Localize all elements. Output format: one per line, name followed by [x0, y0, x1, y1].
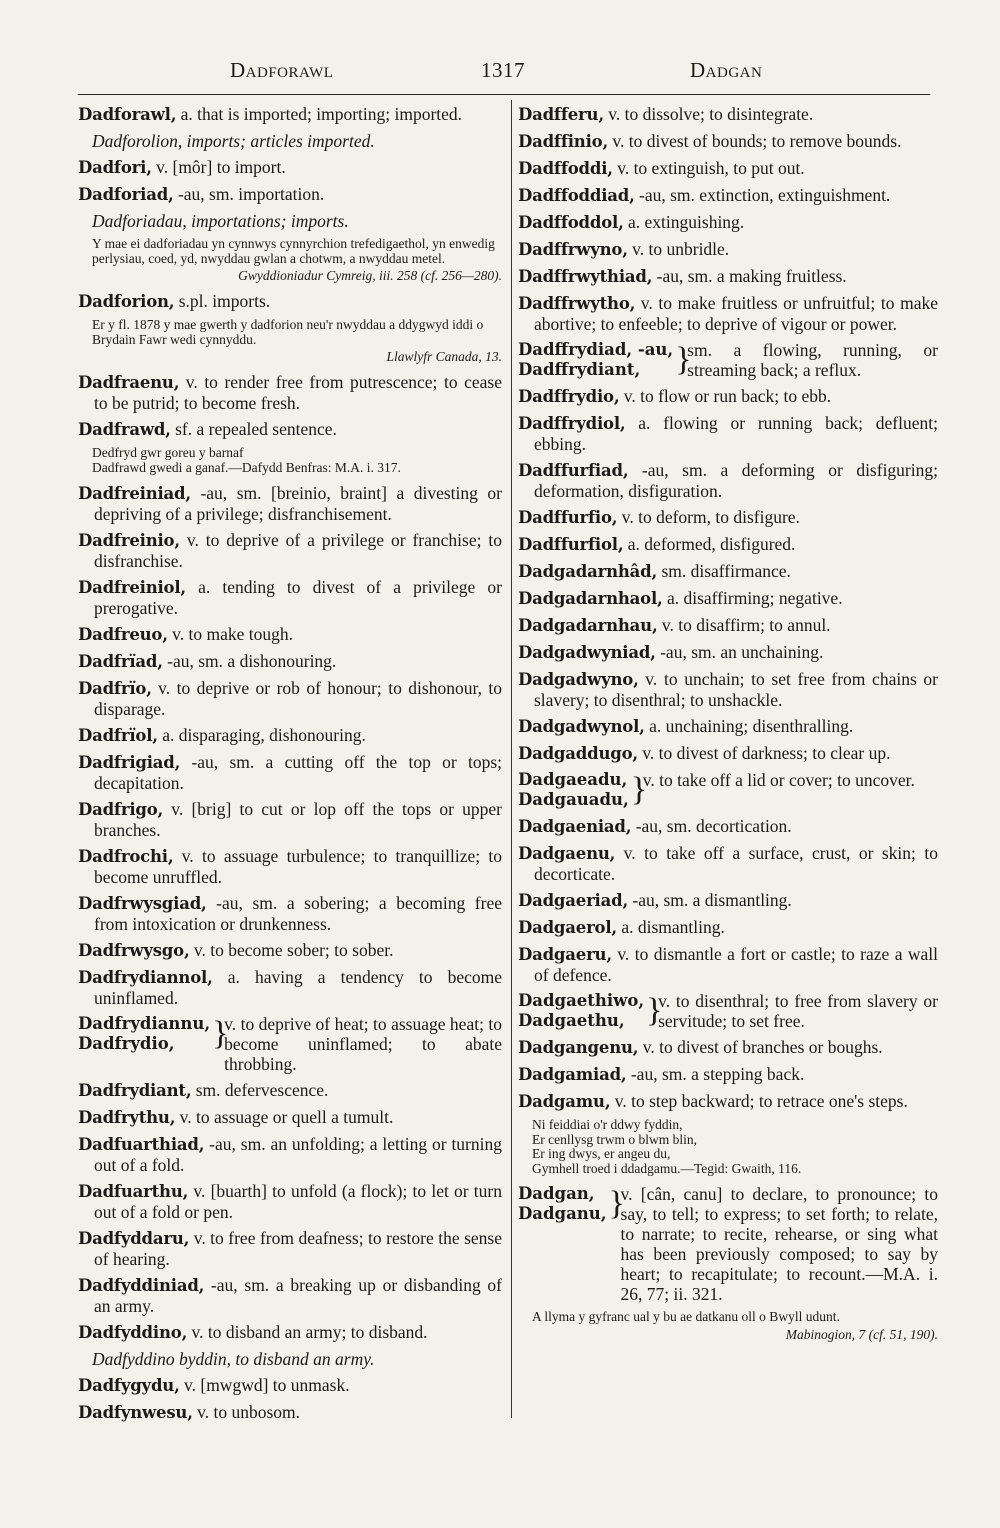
dictionary-entry — [78, 651, 502, 672]
definition: a. that is imported; importing; imported. — [176, 104, 463, 124]
dictionary-entry — [78, 577, 502, 618]
definition: v. to unchain; to set free from chains or slavery; to disenthral; to unshackle. — [534, 669, 938, 710]
citation-quote: Ni feiddiai o'r ddwy fyddin, Er cenllysg trwm o blwm blin, Er ing dwys, er angeu du, Gymhell troed i ddadgamu.—Tegid: Gwaith, 116. — [532, 1117, 802, 1176]
definition: v. to deprive of a privilege or franchise; to disfranchise. — [94, 530, 502, 571]
definition: -au, sm. decortication. — [631, 816, 792, 836]
definition: v. [môr] to import. — [151, 157, 286, 177]
definition: v. to deprive of heat; to assuage heat; to become uninflamed; to abate throbbing. — [224, 1014, 502, 1074]
citation-source: Gwyddioniadur Cymreig, iii. 258 (cf. 256—280). — [238, 268, 502, 283]
definition: v. [cân, canu] to declare, to pronounce; to say, to tell; to express; to set forth; to relate, to narrate; to recite, rehearse, or sing what has been previously composed; to say by heart; to recapitulate; to recount.—M.A. i. 26, 77; ii. 321. — [620, 1184, 938, 1304]
headword: Dadfraenu, — [78, 373, 180, 392]
headword: Dadgadwynol, — [518, 717, 645, 736]
headword: Dadffrwytho, — [518, 294, 636, 313]
definition: sm. defervescence. — [191, 1080, 329, 1100]
headword: Dadgamu, — [518, 1092, 611, 1111]
definition: v. to free from deafness; to restore the sense of hearing. — [94, 1228, 502, 1269]
definition: -au, sm. [breinio, braint] a divesting or depriving of a privilege; disfranchisement. — [94, 483, 502, 524]
headword: Dadgadarnhau, — [518, 616, 658, 635]
headword: Dadffurfiol, — [518, 535, 624, 554]
definition: v. to dissolve; to disintegrate. — [603, 104, 814, 124]
dictionary-entry — [518, 716, 938, 737]
headword: Dadfreiniad, — [78, 484, 191, 503]
definition: a. having a tendency to become uninflamed. — [94, 967, 502, 1008]
paired-headwords — [518, 1184, 607, 1224]
dictionary-entry — [518, 386, 938, 407]
definition: v. to divest of branches or boughs. — [638, 1037, 883, 1057]
headword: Dadfrydiannu, — [78, 1014, 211, 1033]
definition: v. to take off a lid or cover; to uncover. — [642, 770, 915, 790]
dictionary-entry — [78, 184, 502, 205]
headword: Dadfrïad, — [78, 652, 163, 671]
derived-form: Dadforiadau, importations; imports. — [92, 211, 349, 231]
dictionary-entry — [78, 893, 502, 934]
headword: Dadgaeadu, — [518, 770, 628, 789]
dictionary-entry — [518, 266, 938, 287]
definition: a. dismantling. — [616, 917, 725, 937]
dictionary-entry — [518, 588, 938, 609]
definition: v. to render free from putrescence; to cease to be putrid; to become fresh. — [94, 372, 502, 413]
headword: Dadgamiad, — [518, 1065, 627, 1084]
column-divider — [511, 100, 512, 1418]
dictionary-entry — [78, 967, 502, 1008]
dictionary-entry — [78, 725, 502, 746]
headword: Dadfrochi, — [78, 847, 174, 866]
brace: } — [608, 1185, 625, 1222]
headword: Dadfreinio, — [78, 531, 180, 550]
definition: sm. disaffirmance. — [657, 561, 791, 581]
definition: v. to deform, to disfigure. — [617, 507, 800, 527]
definition: v. to make tough. — [167, 624, 294, 644]
headword: Dadgaerol, — [518, 918, 617, 937]
citation-source: Mabinogion, 7 (cf. 51, 190). — [785, 1326, 938, 1342]
headword: Dadgadarnhaol, — [518, 589, 663, 608]
header-rule — [78, 94, 930, 95]
definition: -au, sm. a dismantling. — [628, 890, 792, 910]
headword: Dadfrwysgiad, — [78, 894, 207, 913]
definition: -au, sm. a deforming or disfiguring; deformation, disfiguration. — [534, 460, 938, 501]
definition: v. to divest of bounds; to remove bounds. — [608, 131, 902, 151]
headword: Dadgaeriad, — [518, 891, 628, 910]
headword: Dadgaddugo, — [518, 744, 638, 763]
dictionary-entry — [518, 917, 938, 938]
headword: Dadffoddol, — [518, 213, 624, 232]
definition: -au, sm. extinction, extinguishment. — [634, 185, 891, 205]
definition: v. to assuage or quell a tumult. — [175, 1107, 394, 1127]
headword: Dadfrwysgo, — [78, 941, 190, 960]
dictionary-entry — [78, 1228, 502, 1269]
definition: -au, sm. an unfolding; a letting or turning out of a fold. — [94, 1134, 502, 1175]
headword: Dadforawl, — [78, 105, 177, 124]
definition: sm. a flowing, running, or streaming back; a reflux. — [687, 340, 938, 380]
dictionary-entry — [518, 669, 938, 710]
dictionary-entry — [78, 846, 502, 887]
citation-source: Llawlyfr Canada, 13. — [386, 349, 502, 364]
definition: a. extinguishing. — [623, 212, 745, 232]
headword: Dadforion, — [78, 292, 175, 311]
headword: Dadfygydu, — [78, 1376, 180, 1395]
headword: Dadgaeniad, — [518, 817, 632, 836]
headword: Dadfynwesu, — [78, 1403, 193, 1422]
dictionary-entry — [78, 530, 502, 571]
definition: v. to assuage turbulence; to tranquillize; to become unruffled. — [94, 846, 502, 887]
headword: Dadfrydio, — [78, 1034, 175, 1053]
dictionary-entry — [518, 561, 938, 582]
dictionary-entry — [78, 940, 502, 961]
definition: a. flowing or running back; defluent; ebbing. — [534, 413, 938, 454]
dictionary-entry — [78, 1134, 502, 1175]
headword: Dadgaenu, — [518, 844, 616, 863]
headword: Dadffurfiad, — [518, 461, 629, 480]
headword: Dadfreuo, — [78, 625, 168, 644]
headword: Dadfreiniol, — [78, 578, 186, 597]
definition: v. [buarth] to unfold (a flock); to let or turn out of a fold or pen. — [94, 1181, 502, 1222]
definition: a. disparaging, dishonouring. — [157, 725, 366, 745]
definition: v. to divest of darkness; to clear up. — [637, 743, 891, 763]
definition: -au, sm. a cutting off the top or tops; decapitation. — [94, 752, 502, 793]
dictionary-entry — [518, 212, 938, 233]
definition: v. to dismantle a fort or castle; to raze a wall of defence. — [534, 944, 938, 985]
dictionary-entry — [78, 1107, 502, 1128]
headword: Dadfori, — [78, 158, 152, 177]
dictionary-entry — [518, 743, 938, 764]
dictionary-entry — [518, 816, 938, 837]
definition: v. to disband an army; to disband. — [187, 1322, 428, 1342]
dictionary-entry — [518, 185, 938, 206]
definition: v. to disenthral; to free from slavery or servitude; to set free. — [658, 991, 938, 1031]
brace: } — [630, 771, 648, 808]
right-column — [518, 104, 938, 1350]
dictionary-entry — [518, 534, 938, 555]
dictionary-entry — [78, 799, 502, 840]
definition: v. to take off a surface, crust, or skin; to decorticate. — [534, 843, 938, 884]
definition: a. unchaining; disenthralling. — [644, 716, 854, 736]
paired-headwords — [518, 770, 629, 810]
dictionary-entry — [78, 1080, 502, 1101]
definition: -au, sm. a making fruitless. — [652, 266, 847, 286]
derived-form: Dadfyddino byddin, to disband an army. — [92, 1349, 375, 1369]
headword: Dadffinio, — [518, 132, 609, 151]
dictionary-entry — [518, 1037, 938, 1058]
headword: Dadfuarthiad, — [78, 1135, 205, 1154]
brace: } — [646, 992, 663, 1029]
header-first-word: Dadforawl — [230, 58, 334, 82]
paired-headwords — [518, 991, 644, 1031]
dictionary-entry — [78, 752, 502, 793]
definition: v. to disaffirm; to annul. — [657, 615, 831, 635]
dictionary-entry — [78, 1275, 502, 1316]
left-column — [78, 104, 502, 1429]
definition: v. to become sober; to sober. — [189, 940, 394, 960]
dictionary-entry — [518, 890, 938, 911]
headword: Dadfyddino, — [78, 1323, 188, 1342]
dictionary-entry — [518, 944, 938, 985]
definition: v. to extinguish, to put out. — [612, 158, 805, 178]
headword: Dadfrydiant, — [78, 1081, 192, 1100]
headword: Dadffrydiant, — [518, 360, 641, 379]
definition: a. tending to divest of a privilege or prerogative. — [94, 577, 502, 618]
paired-entry — [78, 1014, 502, 1074]
dictionary-entry — [518, 642, 938, 663]
dictionary-entry — [518, 239, 938, 260]
dictionary-entry — [78, 104, 502, 125]
headword: Dadgaethiwo, — [518, 991, 645, 1010]
headword: Dadganu, — [518, 1204, 607, 1223]
headword: Dadfuarthu, — [78, 1182, 189, 1201]
paired-entry — [518, 1184, 938, 1304]
paired-entry — [518, 991, 938, 1031]
dictionary-entry — [78, 1322, 502, 1343]
dictionary-entry — [518, 1091, 938, 1112]
dictionary-entry — [518, 158, 938, 179]
headword: Dadffoddi, — [518, 159, 613, 178]
header-last-word: Dadgan — [690, 58, 763, 82]
definition: a. deformed, disfigured. — [623, 534, 796, 554]
definition: v. [brig] to cut or lop off the tops or upper branches. — [94, 799, 502, 840]
dictionary-entry — [78, 1375, 502, 1396]
headword: Dadfrythu, — [78, 1108, 176, 1127]
citation-quote: Y mae ei dadforiadau yn cynnwys cynnyrchion trefedigaethol, yn enwedig perlysiau, coed, yd, nwyddau gwlan a chotwm, a nwyddau metel. — [92, 236, 495, 266]
derived-form: Dadforolion, imports; articles imported. — [92, 131, 375, 151]
headword: Dadffrydio, — [518, 387, 620, 406]
brace: } — [212, 1015, 229, 1052]
headword: Dadgadwyno, — [518, 670, 639, 689]
definition: v. to make fruitless or unfruitful; to make abortive; to enfeeble; to deprive of vigour or power. — [534, 293, 938, 334]
headword: Dadgaeru, — [518, 945, 612, 964]
headword: Dadffrydiad, -au, — [518, 340, 674, 359]
running-header — [78, 52, 930, 92]
definition: -au, sm. a dishonouring. — [162, 651, 337, 671]
dictionary-entry — [518, 413, 938, 454]
definition: -au, sm. a breaking up or disbanding of an army. — [94, 1275, 502, 1316]
dictionary-entry — [78, 678, 502, 719]
paired-entry — [518, 340, 938, 380]
definition: sf. a repealed sentence. — [170, 419, 337, 439]
headword: Dadffurfio, — [518, 508, 618, 527]
dictionary-entry — [518, 843, 938, 884]
definition: v. to step backward; to retrace one's steps. — [610, 1091, 908, 1111]
dictionary-entry — [78, 372, 502, 413]
definition: v. to unbridle. — [627, 239, 730, 259]
dictionary-entry — [518, 1064, 938, 1085]
paired-headwords — [78, 1014, 210, 1054]
citation-quote: Dedfryd gwr goreu y barnaf Dadfrawd gwedi a ganaf.—Dafydd Benfras: M.A. i. 317. — [92, 445, 401, 475]
dictionary-entry — [518, 131, 938, 152]
dictionary-entry — [518, 293, 938, 334]
headword: Dadfrydiannol, — [78, 968, 213, 987]
headword: Dadfyddiniad, — [78, 1276, 205, 1295]
headword: Dadffrwythiad, — [518, 267, 653, 286]
definition: -au, sm. a sobering; a becoming free from intoxication or drunkenness. — [94, 893, 502, 934]
dictionary-entry — [518, 460, 938, 501]
definition: v. to unbosom. — [192, 1402, 301, 1422]
brace: } — [675, 341, 692, 378]
definition: -au, sm. importation. — [173, 184, 325, 204]
headword: Dadgaethu, — [518, 1011, 625, 1030]
headword: Dadfyddaru, — [78, 1229, 190, 1248]
definition: s.pl. imports. — [174, 291, 271, 311]
dictionary-entry — [78, 1402, 502, 1423]
definition: v. [mwgwd] to unmask. — [179, 1375, 350, 1395]
dictionary-entry — [78, 1181, 502, 1222]
dictionary-entry — [78, 624, 502, 645]
headword: Dadfferu, — [518, 105, 604, 124]
citation-quote: Er y fl. 1878 y mae gwerth y dadforion neu'r nwyddau a ddygwyd iddi o Brydain Fawr wedi cynnyddu. — [92, 317, 484, 347]
definition: v. to flow or run back; to ebb. — [619, 386, 832, 406]
headword: Dadfrïol, — [78, 726, 158, 745]
headword: Dadfrigo, — [78, 800, 164, 819]
headword: Dadgangenu, — [518, 1038, 639, 1057]
headword: Dadffrydiol, — [518, 414, 626, 433]
dictionary-entry — [78, 291, 502, 312]
dictionary-entry — [518, 615, 938, 636]
paired-entry — [518, 770, 938, 810]
headword: Dadforiad, — [78, 185, 174, 204]
definition: -au, sm. a stepping back. — [626, 1064, 805, 1084]
paired-headwords — [518, 340, 673, 380]
headword: Dadffoddiad, — [518, 186, 635, 205]
headword: Dadffrwyno, — [518, 240, 628, 259]
dictionary-entry — [518, 507, 938, 528]
headword: Dadgan, — [518, 1184, 595, 1203]
definition: v. to deprive or rob of honour; to dishonour, to disparage. — [94, 678, 502, 719]
headword: Dadgadwyniad, — [518, 643, 656, 662]
headword: Dadfrawd, — [78, 420, 171, 439]
citation-quote: A llyma y gyfranc ual y bu ae datkanu oll o Bwyll udunt. — [532, 1309, 840, 1324]
definition: a. disaffirming; negative. — [662, 588, 843, 608]
definition: -au, sm. an unchaining. — [655, 642, 824, 662]
headword: Dadfrïo, — [78, 679, 152, 698]
dictionary-entry — [518, 104, 938, 125]
dictionary-entry — [78, 483, 502, 524]
headword: Dadgauadu, — [518, 790, 629, 809]
headword: Dadgadarnhâd, — [518, 562, 658, 581]
headword: Dadfrigiad, — [78, 753, 181, 772]
dictionary-entry — [78, 157, 502, 178]
dictionary-entry — [78, 419, 502, 440]
page-number: 1317 — [481, 58, 525, 82]
